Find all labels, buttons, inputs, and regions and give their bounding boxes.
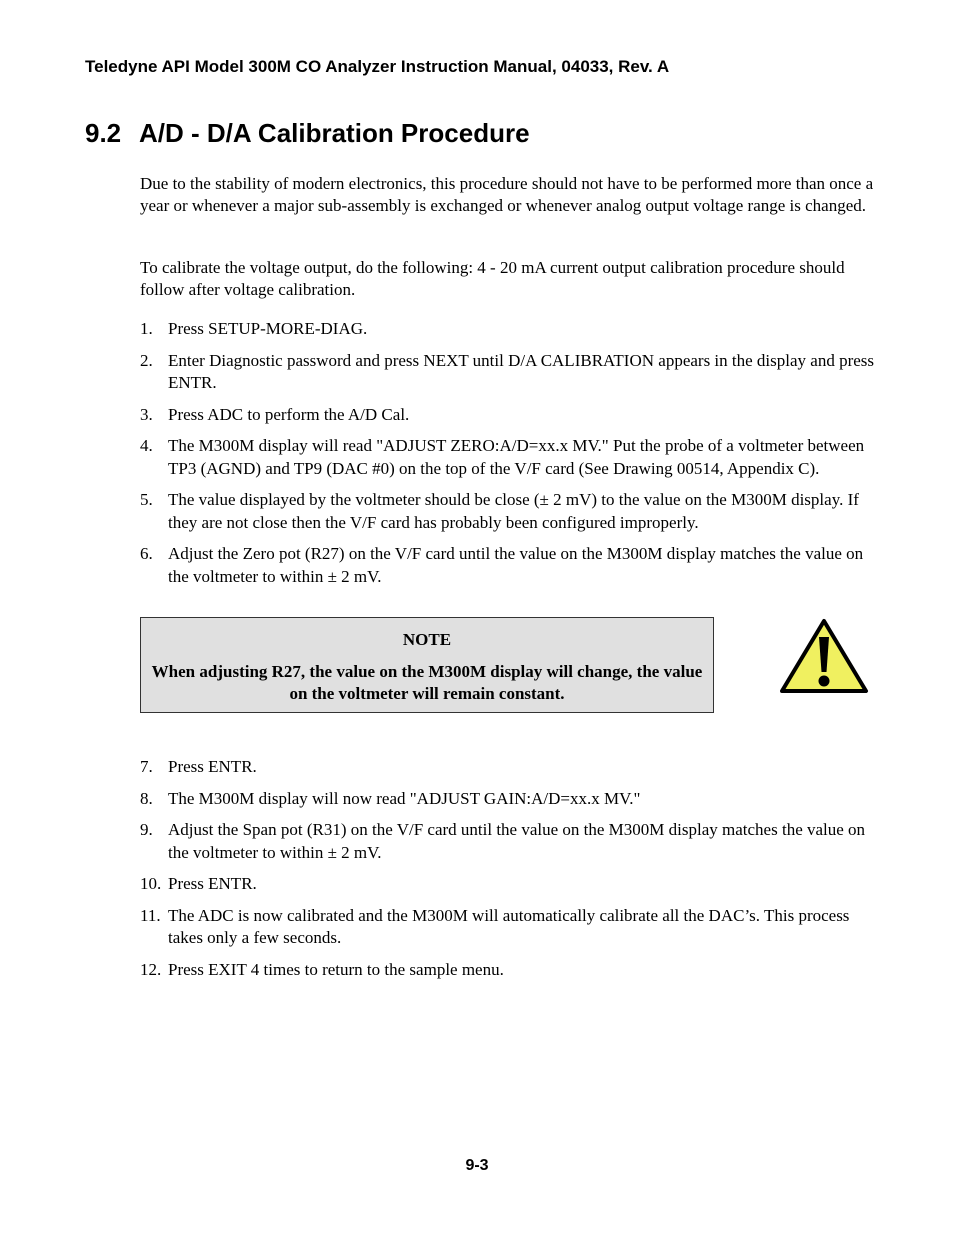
step-text: Press ENTR. — [168, 874, 257, 893]
step-number: 4. — [140, 436, 153, 455]
step-number: 10. — [140, 874, 162, 893]
step-number: 3. — [140, 404, 153, 424]
procedure-step — [140, 756, 875, 779]
step-number: 9. — [140, 820, 153, 839]
step-number: 1. — [140, 319, 153, 338]
intro-paragraph: Due to the stability of modern electronics, this procedure should not have to be performed more than once a year or whenever a major sub-assembly is exchanged or whenever analog output voltage range is changed. — [140, 174, 874, 215]
procedure-step — [140, 788, 875, 811]
step-text: Press ADC to perform the A/D Cal. — [168, 404, 410, 424]
procedure-step — [140, 318, 875, 341]
section-number: 9.2 — [85, 118, 122, 148]
step-number: 8. — [140, 788, 153, 808]
step-number: 6. — [140, 544, 153, 563]
step-text: Press ENTR. — [168, 757, 257, 776]
procedure-step — [140, 959, 875, 982]
warning-triangle-icon — [779, 617, 869, 695]
step-text: Adjust the Span pot (R31) on the V/F card until the value on the M300M display matches the value on the voltmeter to within ± 2 mV. — [168, 820, 866, 862]
note-box — [140, 617, 714, 713]
step-text: The M300M display will read "ADJUST ZERO:A/D=xx.x MV." Put the probe of a voltmeter between TP3 (AGND) and TP9 (DAC #0) on the top of the V/F card (See Drawing 00514, Appendix C). — [168, 436, 865, 478]
step-number: 11. — [140, 905, 161, 925]
procedure-step — [140, 489, 875, 534]
step-text: The ADC is now calibrated and the M300M will automatically calibrate all the DAC’s. This process takes only a few seconds. — [168, 905, 850, 947]
procedure-step — [140, 435, 875, 480]
procedure-step — [140, 543, 875, 588]
document-header: Teledyne API Model 300M CO Analyzer Instruction Manual, 04033, Rev. A — [85, 57, 670, 76]
procedure-step — [140, 819, 875, 864]
procedure-step — [140, 404, 875, 427]
step-text: Adjust the Zero pot (R27) on the V/F card until the value on the M300M display matches the value on the voltmeter to within ± 2 mV. — [168, 544, 864, 586]
step-number: 12. — [140, 959, 162, 979]
page-number: 9-3 — [465, 1157, 489, 1174]
step-text: The value displayed by the voltmeter should be close (± 2 mV) to the value on the M300M display. If they are not close then the V/F card has probably been configured improperly. — [168, 490, 859, 532]
intro-paragraph: To calibrate the voltage output, do the following: 4 - 20 mA current output calibration procedure should follow after voltage calibration. — [140, 258, 845, 299]
step-text: Press EXIT 4 times to return to the sample menu. — [168, 959, 504, 979]
step-text: Enter Diagnostic password and press NEXT until D/A CALIBRATION appears in the display and press ENTR. — [168, 350, 875, 392]
procedure-step — [140, 873, 875, 896]
procedure-step — [140, 350, 875, 395]
section-title-text: A/D - D/A Calibration Procedure — [139, 118, 530, 148]
step-number: 5. — [140, 490, 153, 509]
step-number: 7. — [140, 757, 153, 776]
step-text: The M300M display will now read "ADJUST GAIN:A/D=xx.x MV." — [168, 788, 641, 808]
section-title — [85, 118, 530, 149]
procedure-step — [140, 905, 875, 950]
note-heading: NOTE — [402, 630, 452, 649]
procedure-steps-list — [140, 756, 875, 990]
step-number: 2. — [140, 350, 153, 370]
note-body: When adjusting R27, the value on the M300M display will change, the value on the voltmeter will remain constant. — [151, 662, 703, 703]
procedure-steps-list — [140, 318, 875, 597]
step-text: Press SETUP-MORE-DIAG. — [168, 319, 368, 338]
